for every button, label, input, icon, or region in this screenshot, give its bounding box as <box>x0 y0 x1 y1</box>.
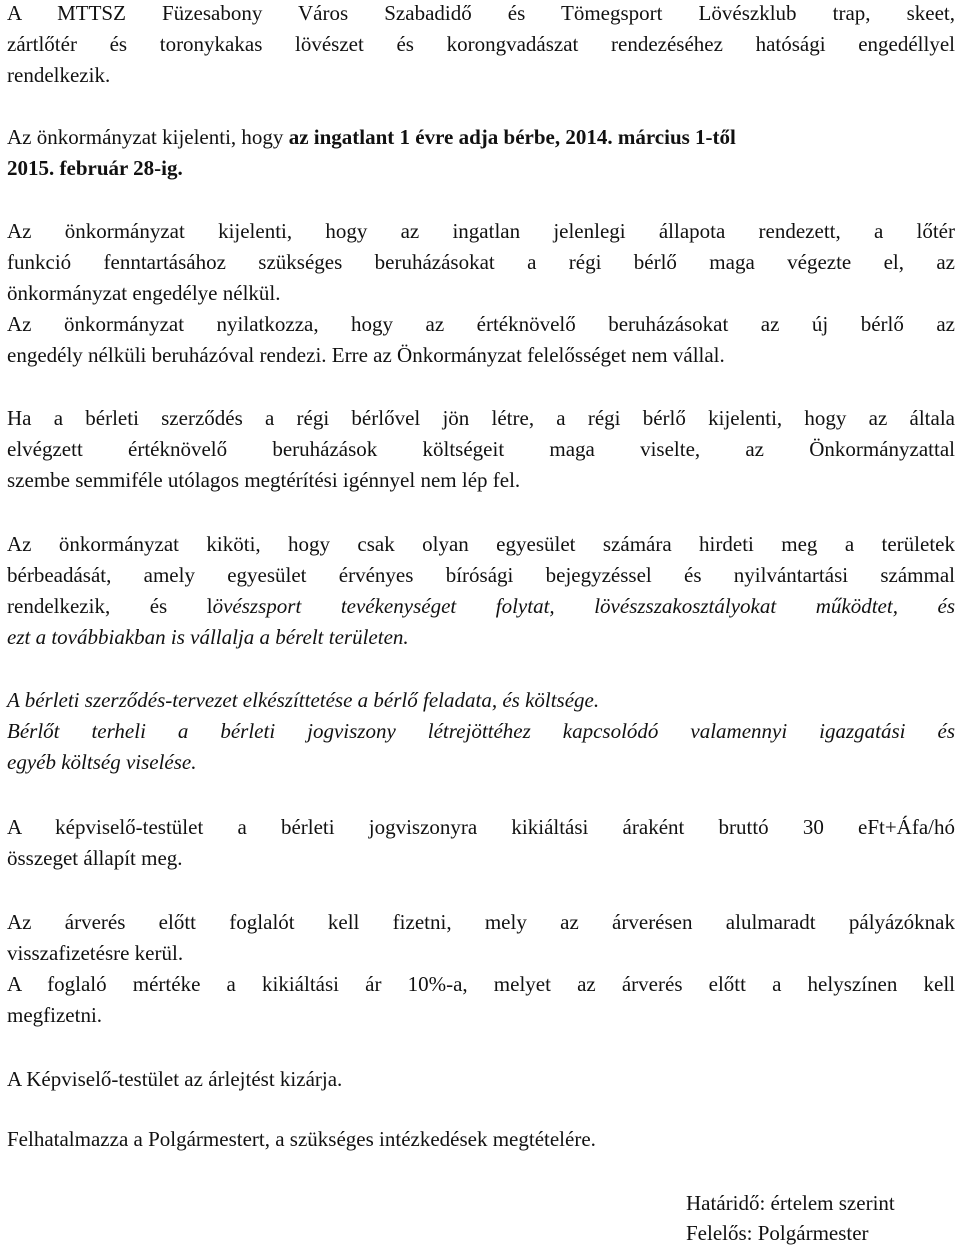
text-line <box>7 591 955 622</box>
text-line <box>7 122 955 153</box>
text-line: ezt a továbbiakban is vállalja a bérelt területen. <box>7 625 409 649</box>
signature-block <box>686 1188 895 1248</box>
paragraph-previous-tenant <box>7 403 955 496</box>
text-line: A bérleti szerződés-tervezet elkészíttetése a bérlő feladata, és költsége. <box>7 688 600 712</box>
text-line: Az önkormányzat kiköti, hogy csak olyan egyesület számára hirdeti meg a területek <box>7 532 955 556</box>
text-line: zártlőtér és toronykakas lövészet és korongvadászat rendezéséhez hatósági engedéllyel <box>7 32 955 56</box>
text-line: A MTTSZ Füzesabony Város Szabadidő és Tömegsport Lövészklub trap, skeet, <box>7 1 955 25</box>
paragraph-contract-costs <box>7 685 955 778</box>
text-line: visszafizetésre kerül. <box>7 941 184 965</box>
paragraph-deposit <box>7 907 955 1031</box>
text-span: rendelkezik, és l <box>7 594 213 618</box>
paragraph-property-state <box>7 216 955 371</box>
text-line: Az önkormányzat nyilatkozza, hogy az értéknövelő beruházásokat az új bérlő az <box>7 312 955 336</box>
lease-term-text: az ingatlant 1 évre adja bérbe, 2014. március 1-től <box>288 125 736 149</box>
italic-text: övészsport tevékenységet folytat, lövészszakosztályokat működtet, és <box>212 594 955 618</box>
deadline-text: Határidő: értelem szerint <box>686 1191 895 1215</box>
paragraph-club-license <box>7 0 955 91</box>
text-line: engedély nélküli beruházóval rendezi. Erre az Önkormányzat felelősséget nem vállal. <box>7 343 725 367</box>
text-line: önkormányzat engedélye nélkül. <box>7 281 281 305</box>
text-line: elvégzett értéknövelő beruházások költségeit maga viselte, az Önkormányzattal <box>7 437 955 461</box>
text-line: rendelkezik. <box>7 63 111 87</box>
lease-term-end: 2015. február 28-ig. <box>7 156 183 180</box>
text-line: összeget állapít meg. <box>7 846 183 870</box>
text-line: Ha a bérleti szerződés a régi bérlővel jön létre, a régi bérlő kijelenti, hogy az általa <box>7 406 955 430</box>
responsible-text: Felelős: Polgármester <box>686 1221 869 1245</box>
text-line: funkció fenntartásához szükséges beruházásokat a régi bérlő maga végezte el, az <box>7 250 955 274</box>
paragraph-no-reverse-auction <box>7 1064 955 1095</box>
text-line: Bérlőt terheli a bérleti jogviszony létrejöttéhez kapcsolódó valamennyi igazgatási és <box>7 719 955 743</box>
text-line: egyéb költség viselése. <box>7 750 197 774</box>
text-line: A foglaló mértéke a kikiáltási ár 10%-a, melyet az árverés előtt a helyszínen kell <box>7 972 955 996</box>
text-span: Az önkormányzat kijelenti, hogy <box>7 125 289 149</box>
text-line: szembe semmiféle utólagos megtérítési igénnyel nem lép fel. <box>7 468 521 492</box>
text-line: Felhatalmazza a Polgármestert, a szükséges intézkedések megtételére. <box>7 1127 596 1151</box>
text-line: A képviselő-testület a bérleti jogviszonyra kikiáltási áraként bruttó 30 eFt+Áfa/hó <box>7 815 955 839</box>
text-line: megfizetni. <box>7 1003 103 1027</box>
paragraph-starting-price <box>7 812 955 874</box>
text-line: A Képviselő-testület az árlejtést kizárja. <box>7 1067 343 1091</box>
paragraph-authorization <box>7 1124 955 1155</box>
paragraph-tenant-conditions <box>7 529 955 653</box>
text-line: Az önkormányzat kijelenti, hogy az ingatlan jelenlegi állapota rendezett, a lőtér <box>7 219 955 243</box>
text-line: Az árverés előtt foglalót kell fizetni, mely az árverésen alulmaradt pályázóknak <box>7 910 955 934</box>
paragraph-lease-period <box>7 122 955 184</box>
text-line: bérbeadását, amely egyesület érvényes bírósági bejegyzéssel és nyilvántartási számmal <box>7 563 955 587</box>
